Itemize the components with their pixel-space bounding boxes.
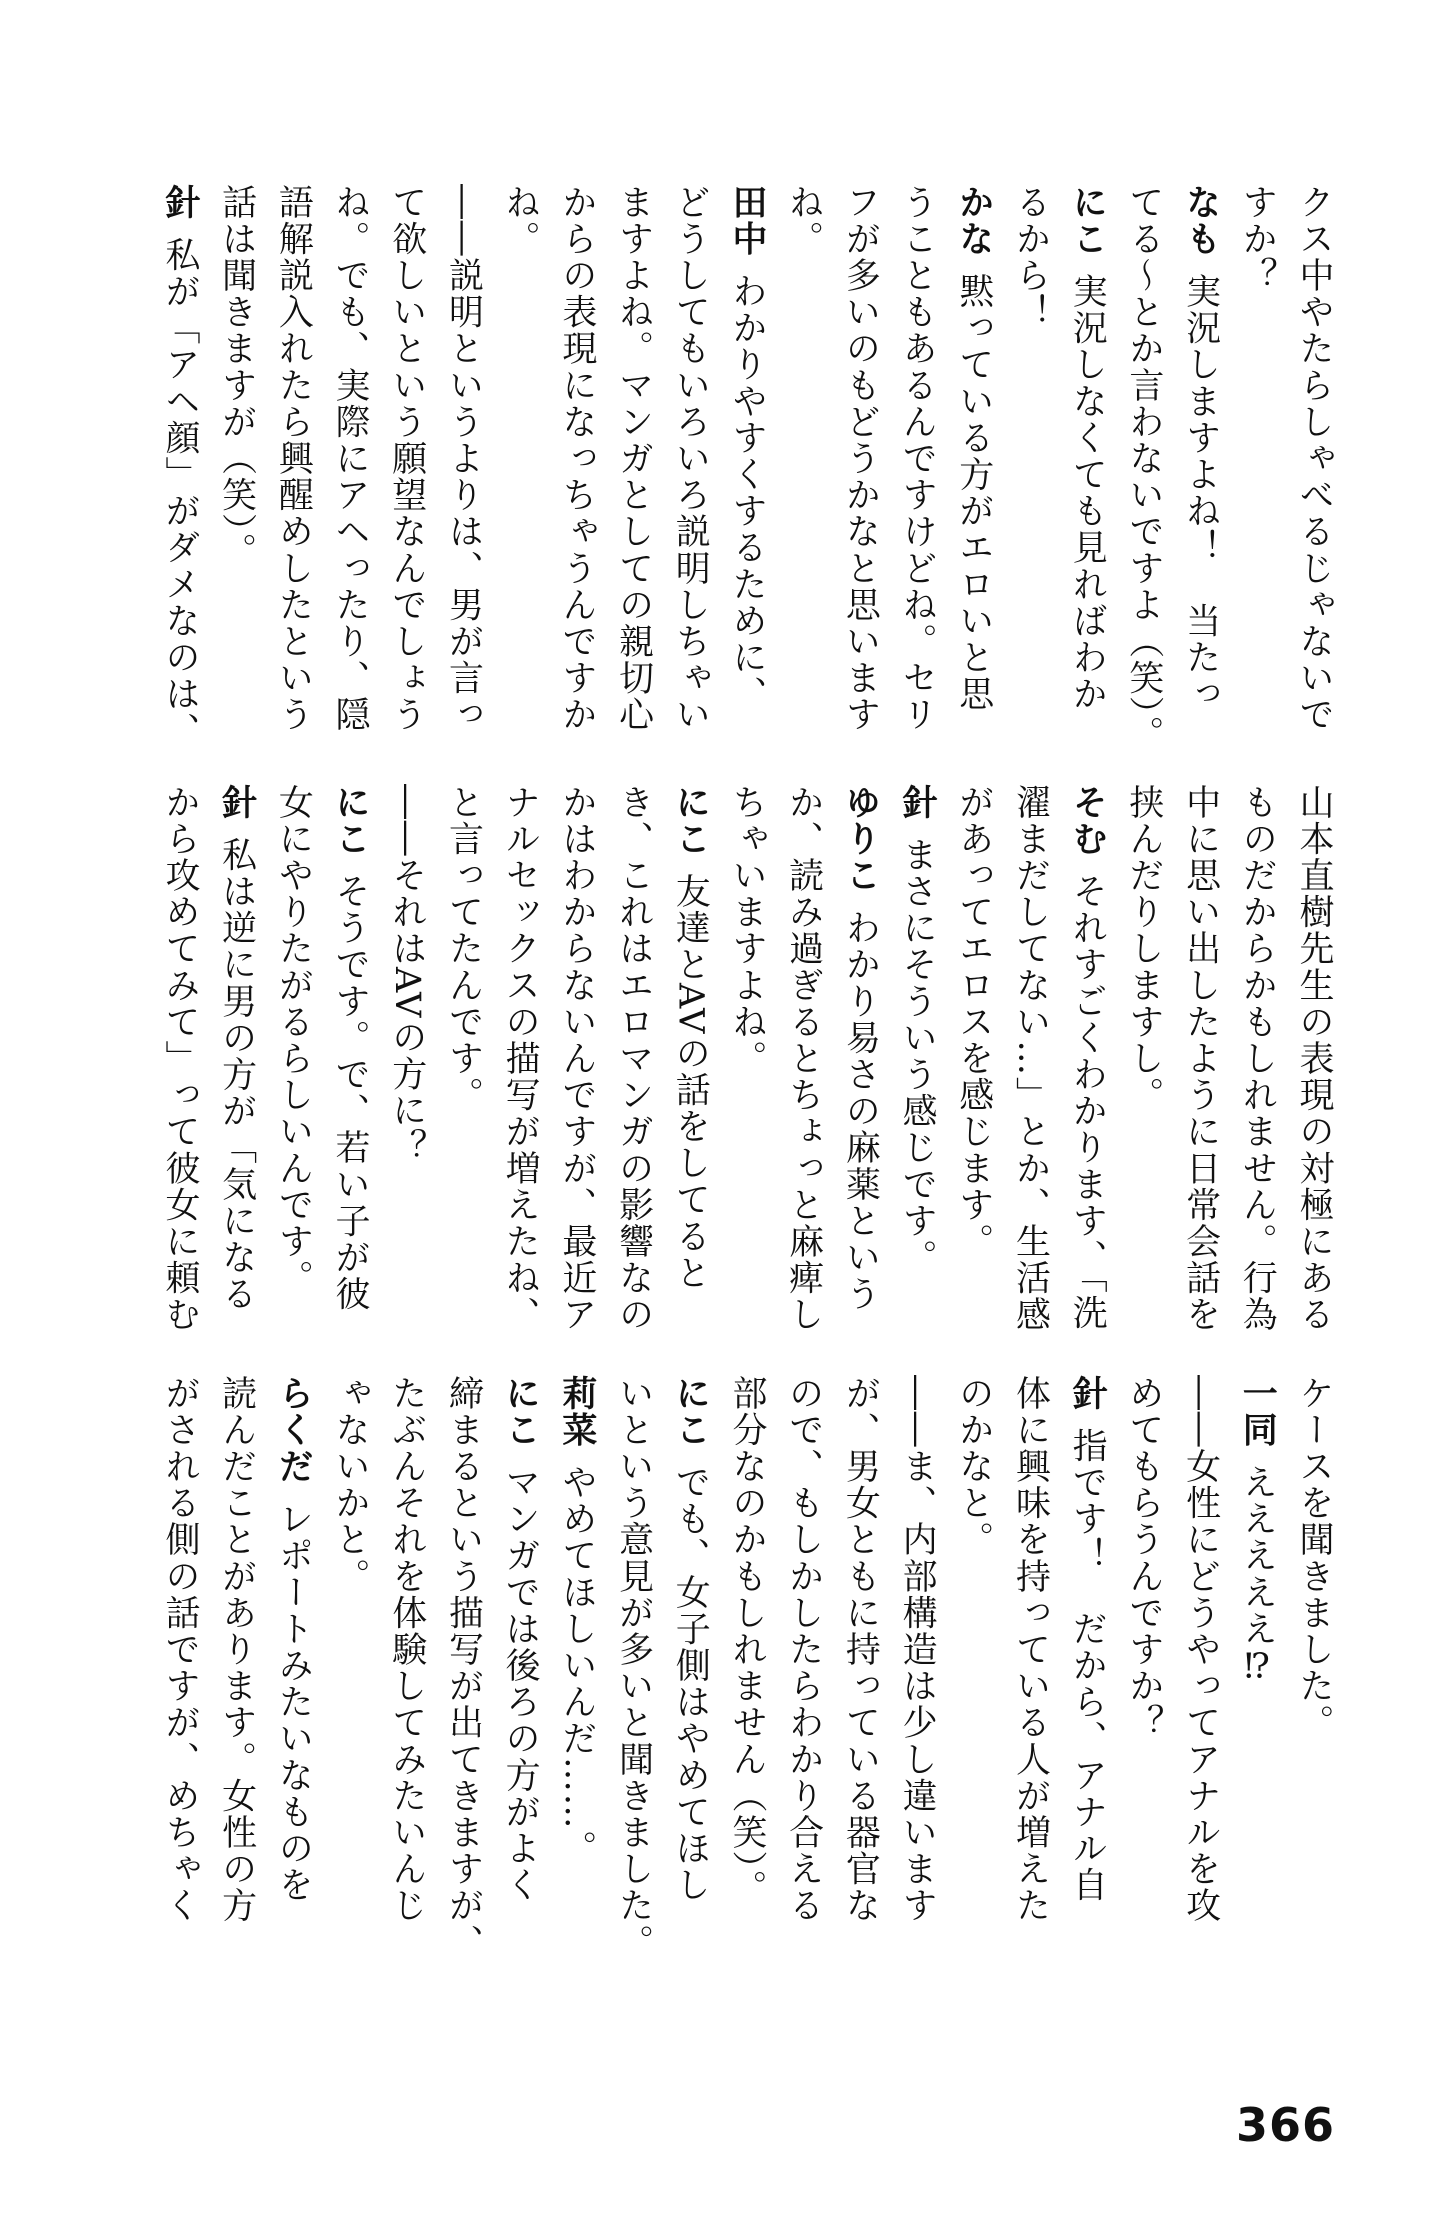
text-column	[605, 1375, 662, 1961]
column-text: ――ま、内部構造は少し違います	[897, 1375, 938, 1924]
column-text: ――説明というよりは、男が言っ	[443, 184, 484, 733]
column-text: わかりやすくするために、	[726, 273, 767, 713]
text-column	[718, 784, 775, 1344]
column-text: 女にやりたがるらしいんです。	[273, 784, 314, 1297]
column-text: ――それはAVの方に？	[386, 784, 427, 1166]
text-column	[1115, 184, 1172, 753]
text-column	[945, 184, 1002, 744]
text-column	[1002, 1375, 1059, 1935]
text-column	[945, 784, 1002, 1344]
column-text: クス中やたらしゃべるじゃないで	[1294, 184, 1334, 733]
column-text: かはわからないんですが、最近ア	[556, 784, 597, 1333]
text-block-middle	[150, 784, 1342, 1344]
column-text: 挟んだりしますし。	[1123, 784, 1164, 1114]
column-text: そうです。で、若い子が彼	[330, 873, 371, 1313]
text-column	[265, 1375, 322, 1935]
speaker-name: かな	[953, 184, 994, 258]
column-text: 黙っている方がエロいと思	[953, 273, 994, 713]
text-column	[662, 784, 719, 1344]
column-text: でも、女子側はやめてほし	[670, 1464, 711, 1904]
text-column	[1058, 1375, 1115, 1935]
column-text: どうしてもいろいろ説明しちゃい	[670, 184, 711, 733]
text-column	[378, 784, 435, 1344]
text-column	[491, 1375, 548, 1935]
column-text: ね。	[783, 184, 824, 258]
text-column	[491, 184, 548, 744]
text-column	[1229, 184, 1286, 744]
column-text: 話は聞きますが（笑）。	[216, 184, 257, 570]
text-column	[435, 1375, 492, 1961]
text-column	[321, 1375, 378, 1935]
text-column	[605, 784, 662, 1344]
text-column	[548, 784, 605, 1344]
text-column	[208, 1375, 265, 1935]
text-column	[775, 1375, 832, 1935]
speaker-name: にこ	[1067, 184, 1108, 258]
column-text: 体に興味を持っている人が増えた	[1010, 1375, 1051, 1924]
column-text: 指です！ だから、アナル自	[1067, 1427, 1108, 1904]
column-text: からの表現になっちゃうんですか	[556, 184, 597, 733]
text-block-top	[150, 184, 1342, 753]
text-column	[1229, 1375, 1286, 1935]
text-column	[208, 184, 265, 744]
column-text: が、男女ともに持っている器官な	[840, 1375, 881, 1924]
speaker-name: にこ	[500, 1375, 541, 1449]
text-column	[435, 784, 492, 1344]
speaker-name: ゆりこ	[840, 784, 881, 894]
text-column	[718, 184, 775, 744]
text-column	[945, 1375, 1002, 1935]
speaker-name: 針	[216, 784, 257, 821]
column-text: わかり易さの麻薬という	[840, 909, 881, 1313]
column-text: ゃないかと。	[330, 1375, 371, 1595]
page-number: 366	[1236, 2098, 1336, 2152]
column-text: ちゃいますよね。	[726, 784, 767, 1077]
text-column	[1002, 784, 1059, 1344]
text-column	[548, 184, 605, 744]
text-column	[832, 1375, 889, 1935]
text-column	[1058, 184, 1115, 744]
text-column	[888, 784, 945, 1344]
column-text: 実況しなくても見ればわか	[1067, 273, 1108, 713]
column-text: ――女性にどうやってアナルを攻	[1180, 1375, 1221, 1924]
column-text: すか？	[1237, 184, 1278, 294]
text-column	[1002, 184, 1059, 744]
text-column	[378, 184, 435, 744]
text-column	[1285, 184, 1342, 744]
column-text: のかなと。	[953, 1375, 994, 1558]
text-column	[888, 184, 945, 744]
text-column	[662, 184, 719, 744]
text-column	[718, 1375, 775, 1935]
column-text: てる〜とか言わないですよ（笑）。	[1123, 184, 1164, 753]
text-column	[151, 1375, 208, 1935]
column-text: 私が「アヘ顔」がダメなのは、	[159, 236, 200, 750]
text-block-bottom	[150, 1375, 1342, 1961]
speaker-name: なも	[1180, 184, 1221, 258]
text-column	[832, 184, 889, 744]
text-column	[1058, 784, 1115, 1344]
column-text: いという意見が多いと聞きました。	[613, 1375, 654, 1961]
text-column	[491, 784, 548, 1344]
text-column	[321, 784, 378, 1344]
column-text: 友達とAVの話をしてると	[670, 873, 711, 1292]
text-column	[662, 1375, 719, 1935]
text-column	[378, 1375, 435, 1935]
text-column	[832, 784, 889, 1344]
speaker-name: 田中	[726, 184, 767, 258]
text-column	[548, 1375, 605, 1935]
column-text: フが多いのもどうかなと思います	[840, 184, 881, 733]
column-text: めてもらうんですか？	[1123, 1375, 1164, 1741]
text-column	[1115, 1375, 1172, 1935]
text-column	[1172, 784, 1229, 1344]
speaker-name: にこ	[670, 784, 711, 858]
column-text: えええええ⁉	[1237, 1464, 1278, 1689]
speaker-name: 一同	[1237, 1375, 1278, 1449]
text-column	[1229, 784, 1286, 1344]
column-text: ものだからかもしれません。行為	[1237, 784, 1278, 1333]
column-text: がされる側の話ですが、めちゃく	[159, 1375, 200, 1924]
text-column	[151, 784, 208, 1344]
column-text: があってエロスを感じます。	[953, 784, 994, 1260]
column-text: 山本直樹先生の表現の対極にある	[1294, 784, 1334, 1333]
column-text: 締まるという描写が出てきますが、	[443, 1375, 484, 1961]
text-column	[775, 784, 832, 1344]
column-text: 私は逆に男の方が「気になる	[216, 836, 257, 1313]
column-text: て欲しいという願望なんでしょう	[386, 184, 427, 733]
text-column	[1172, 184, 1229, 744]
speaker-name: 針	[1067, 1375, 1108, 1412]
speaker-name: 莉菜	[556, 1375, 597, 1449]
column-text: 語解説入れたら興醒めしたという	[273, 184, 314, 733]
column-text: ね。	[500, 184, 541, 258]
column-text: ので、もしかしたらわかり合える	[783, 1375, 824, 1924]
column-text: ね。でも、実際にアヘったり、隠	[330, 184, 371, 733]
text-column	[151, 184, 208, 750]
column-text: 読んだことがあります。女性の方	[216, 1375, 257, 1924]
text-column	[775, 184, 832, 744]
text-column	[1172, 1375, 1229, 1935]
speaker-name: にこ	[670, 1375, 711, 1449]
text-column	[208, 784, 265, 1344]
column-text: と言ってたんです。	[443, 784, 484, 1114]
text-column	[435, 184, 492, 744]
column-text: マンガでは後ろの方がよく	[500, 1464, 541, 1904]
text-column	[888, 1375, 945, 1935]
speaker-name: そむ	[1067, 784, 1108, 858]
text-column	[265, 184, 322, 744]
column-text: か、読み過ぎるとちょっと麻痺し	[783, 784, 824, 1333]
text-column	[321, 184, 378, 744]
column-text: やめてほしいんだ……。	[556, 1464, 597, 1867]
text-column	[1285, 1375, 1342, 1935]
column-text: うこともあるんですけどね。セリ	[897, 184, 938, 733]
column-text: たぶんそれを体験してみたいんじ	[386, 1375, 427, 1924]
column-text: レポートみたいなものを	[273, 1500, 314, 1904]
speaker-name: 針	[159, 184, 200, 221]
column-text: ケースを聞きました。	[1294, 1375, 1334, 1741]
column-text: それすごくわかります、「洗	[1067, 873, 1108, 1332]
column-text: 濯まだしてない…」とか、生活感	[1010, 784, 1051, 1333]
speaker-name: にこ	[330, 784, 371, 858]
column-text: 中に思い出したように日常会話を	[1180, 784, 1221, 1333]
text-column	[265, 784, 322, 1344]
text-column	[1285, 784, 1342, 1344]
column-text: き、これはエロマンガの影響なの	[613, 784, 654, 1333]
speaker-name: らくだ	[273, 1375, 314, 1485]
column-text: ますよね。マンガとしての親切心	[613, 184, 654, 733]
column-text: ナルセックスの描写が増えたね、	[500, 784, 541, 1333]
column-text: 部分なのかもしれません（笑）。	[726, 1375, 767, 1907]
column-text: るから！	[1010, 184, 1051, 331]
column-text: から攻めてみて」って彼女に頼む	[159, 784, 200, 1333]
column-text: まさにそういう感じです。	[897, 836, 938, 1276]
speaker-name: 針	[897, 784, 938, 821]
text-column	[1115, 784, 1172, 1344]
column-text: 実況しますよね！ 当たっ	[1180, 273, 1221, 713]
text-column	[605, 184, 662, 744]
